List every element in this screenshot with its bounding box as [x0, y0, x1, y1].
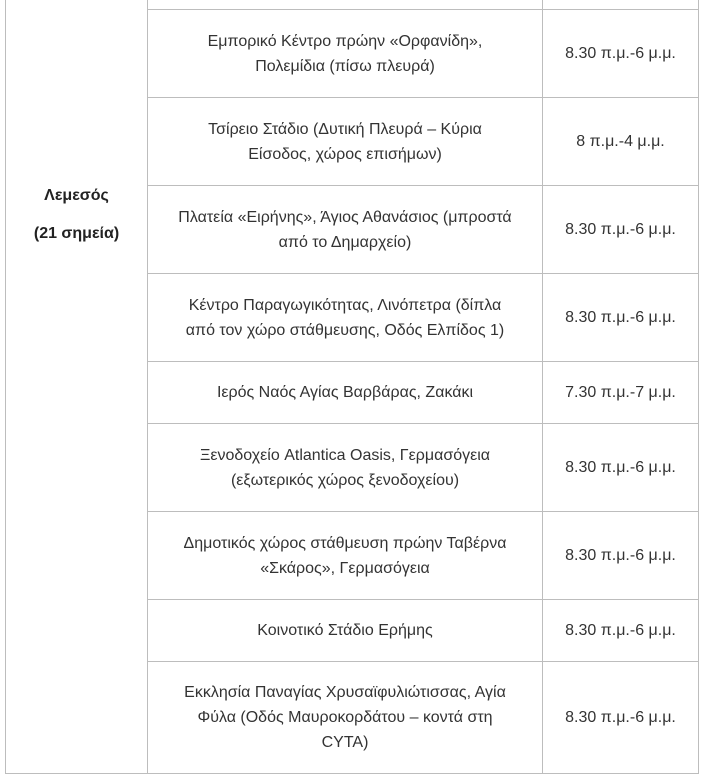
location-text: από τον χώρο στάθμευσης, Οδός Ελπίδος 1): [185, 321, 505, 339]
location-cell: [148, 186, 543, 274]
region-count: (21 σημεία): [33, 225, 120, 242]
location-cell: [148, 274, 543, 362]
hours-cell: [543, 0, 699, 10]
location-cell: [148, 362, 543, 424]
location-text: από το Δημαρχείο): [278, 233, 412, 251]
location-text: Τσίρειο Στάδιο (Δυτική Πλευρά – Κύρια: [208, 120, 482, 138]
location-cell: [148, 600, 543, 662]
location-text: Κέντρο Παραγωγικότητας, Λινόπετρα (δίπλα: [188, 296, 502, 314]
hours-cell: 7.30 π.μ.-7 μ.μ.: [543, 362, 699, 424]
location-text: Ξενοδοχείο Atlantica Oasis, Γερμασόγεια: [199, 446, 491, 464]
hours-cell: 8.30 π.μ.-6 μ.μ.: [543, 10, 699, 98]
hours-cell: 8.30 π.μ.-6 μ.μ.: [543, 662, 699, 774]
location-cell: [148, 0, 543, 10]
location-text: Φύλα (Οδός Μαυροκορδάτου – κοντά στη: [197, 709, 493, 726]
location-cell: [148, 98, 543, 186]
hours-cell: 8.30 π.μ.-6 μ.μ.: [543, 512, 699, 600]
hours-cell: 8.30 π.μ.-6 μ.μ.: [543, 186, 699, 274]
location-text: Εκκλησία Παναγίας Χρυσαϊφυλιώτισσας, Αγία: [184, 684, 506, 701]
location-text: (εξωτερικός χώρος ξενοδοχείου): [230, 471, 460, 489]
location-cell: [148, 512, 543, 600]
location-cell: [148, 424, 543, 512]
hours-cell: 8.30 π.μ.-6 μ.μ.: [543, 424, 699, 512]
hours-cell: 8 π.μ.-4 μ.μ.: [543, 98, 699, 186]
location-text: Πλατεία «Ειρήνης», Άγιος Αθανάσιος (μπροστά: [178, 208, 512, 226]
location-text: Πολεμίδια (πίσω πλευρά): [255, 57, 435, 75]
location-text: «Σκάρος», Γερμασόγεια: [260, 559, 430, 577]
location-cell: [148, 662, 543, 774]
location-text: Εμπορικό Κέντρο πρώην «Ορφανίδη»,: [207, 32, 483, 50]
location-text: Ιερός Ναός Αγίας Βαρβάρας, Ζακάκι: [216, 384, 474, 401]
location-cell: [148, 10, 543, 98]
location-text: Κοινοτικό Στάδιο Ερήμης: [257, 622, 433, 639]
hours-cell: 8.30 π.μ.-6 μ.μ.: [543, 600, 699, 662]
location-text: Είσοδος, χώρος επισήμων): [248, 145, 442, 163]
location-text: Δημοτικός χώρος στάθμευση πρώην Ταβέρνα: [183, 534, 507, 552]
region-cell: [6, 0, 148, 774]
table-row: [6, 0, 699, 10]
region-name: Λεμεσός: [44, 187, 109, 204]
location-text: CYTA): [321, 734, 369, 751]
hours-cell: 8.30 π.μ.-6 μ.μ.: [543, 274, 699, 362]
vaccination-points-table: [5, 0, 699, 774]
